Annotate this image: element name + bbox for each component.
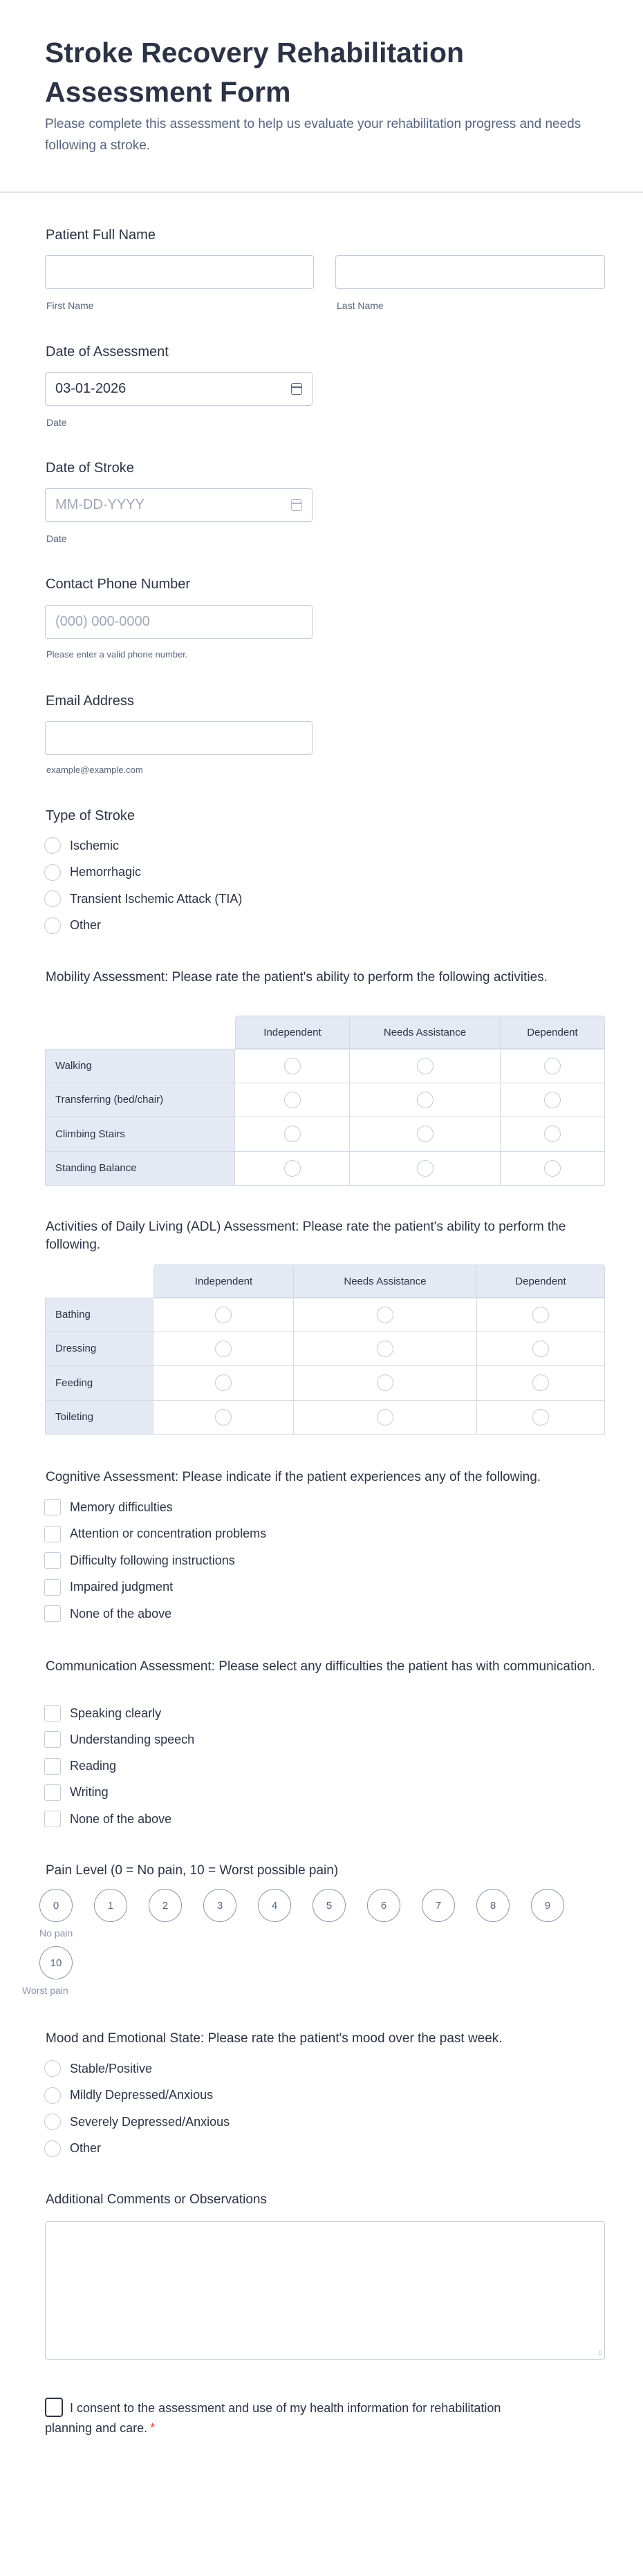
pain-level-option[interactable]: 0: [39, 1889, 73, 1922]
email-sublabel: example@example.com: [46, 765, 143, 775]
matrix-cell[interactable]: [501, 1083, 605, 1118]
column-header: Independent: [153, 1264, 294, 1298]
row-label: Bathing: [45, 1298, 153, 1332]
radio-button[interactable]: [544, 1058, 561, 1074]
communication-option[interactable]: [44, 1810, 171, 1828]
pain-min-label: No pain: [39, 1928, 73, 1939]
radio-button[interactable]: [532, 1341, 549, 1357]
adl-matrix: [45, 1264, 605, 1435]
matrix-row: [45, 1049, 605, 1083]
column-header: Needs Assistance: [350, 1016, 501, 1049]
header-divider: [0, 192, 643, 193]
pain-max-label: Worst pain: [22, 1985, 68, 1996]
radio-button[interactable]: [284, 1058, 301, 1074]
mood-option[interactable]: [44, 2113, 230, 2131]
checkbox[interactable]: [44, 1811, 61, 1827]
option-label: Mildly Depressed/Anxious: [70, 2088, 214, 2102]
checkbox[interactable]: [44, 1731, 61, 1748]
option-label: Severely Depressed/Anxious: [70, 2114, 230, 2129]
phone-placeholder: (000) 000-0000: [55, 614, 150, 629]
comments-label: Additional Comments or Observations: [46, 2192, 267, 2207]
option-label: Attention or concentration problems: [70, 1527, 267, 1540]
matrix-row: [45, 1332, 605, 1367]
required-mark: *: [150, 2421, 156, 2435]
radio-button[interactable]: [377, 1409, 393, 1426]
pain-level-option[interactable]: 6: [367, 1889, 400, 1922]
calendar-icon[interactable]: [291, 383, 302, 395]
column-header: Needs Assistance: [294, 1264, 477, 1298]
option-label: Transient Ischemic Attack (TIA): [70, 891, 243, 906]
matrix-row: [45, 1366, 605, 1401]
email-label: Email Address: [46, 693, 134, 709]
radio-button[interactable]: [532, 1409, 549, 1426]
cognitive-option[interactable]: [44, 1525, 266, 1543]
matrix-cell[interactable]: [294, 1366, 477, 1401]
pain-level-option[interactable]: 1: [94, 1889, 127, 1922]
mobility-label: Mobility Assessment: Please rate the patient's ability to perform the following activities.: [46, 970, 548, 984]
matrix-cell[interactable]: [350, 1152, 501, 1186]
phone-sublabel: Please enter a valid phone number.: [46, 649, 188, 660]
mood-label: Mood and Emotional State: Please rate the patient's mood over the past week.: [46, 2031, 503, 2046]
consent-field: [45, 2398, 529, 2438]
row-label: Standing Balance: [45, 1152, 235, 1186]
radio-button[interactable]: [44, 864, 61, 881]
row-label: Toileting: [45, 1401, 153, 1435]
comments-textarea[interactable]: [45, 2221, 605, 2360]
radio-button[interactable]: [544, 1160, 561, 1177]
patient-name-label: Patient Full Name: [46, 227, 156, 243]
adl-label: Activities of Daily Living (ADL) Assessment: Please rate the patient's ability to perform the following.: [46, 1220, 566, 1252]
communication-option[interactable]: [44, 1757, 116, 1775]
date-assessment-label: Date of Assessment: [46, 344, 169, 360]
radio-button[interactable]: [284, 1126, 301, 1142]
mood-option[interactable]: [44, 2140, 101, 2158]
option-label: Understanding speech: [70, 1732, 195, 1746]
matrix-cell[interactable]: [235, 1083, 350, 1118]
option-label: Memory difficulties: [70, 1500, 173, 1514]
form-title: Stroke Recovery Rehabilitation Assessment Form: [45, 37, 465, 108]
stroke-type-option[interactable]: [44, 917, 101, 935]
radio-button[interactable]: [215, 1374, 232, 1391]
matrix-corner: [45, 1016, 235, 1049]
pain-level-option[interactable]: 7: [422, 1889, 455, 1922]
option-label: Reading: [70, 1759, 117, 1773]
matrix-cell[interactable]: [294, 1298, 477, 1332]
phone-input[interactable]: [45, 605, 313, 639]
matrix-cell[interactable]: [477, 1332, 605, 1367]
date-assessment-sublabel: Date: [46, 417, 67, 428]
radio-button[interactable]: [44, 2140, 61, 2157]
pain-level-option[interactable]: 10: [39, 1946, 73, 1979]
option-label: Other: [70, 918, 102, 932]
row-label: Transferring (bed/chair): [45, 1083, 235, 1118]
stroke-type-option[interactable]: [44, 837, 119, 855]
option-label: Impaired judgment: [70, 1580, 174, 1594]
radio-button[interactable]: [417, 1126, 434, 1142]
matrix-cell[interactable]: [501, 1049, 605, 1083]
pain-level-option[interactable]: 5: [313, 1889, 346, 1922]
stroke-type-option[interactable]: [44, 890, 242, 908]
date-stroke-input[interactable]: [45, 488, 313, 522]
option-label: Difficulty following instructions: [70, 1553, 235, 1567]
radio-button[interactable]: [44, 917, 61, 934]
pain-label: Pain Level (0 = No pain, 10 = Worst possible pain): [46, 1863, 339, 1878]
matrix-cell[interactable]: [350, 1117, 501, 1152]
radio-button[interactable]: [284, 1160, 301, 1177]
radio-button[interactable]: [44, 2087, 61, 2104]
matrix-corner: [45, 1264, 153, 1298]
option-label: Hemorrhagic: [70, 865, 142, 879]
date-stroke-label: Date of Stroke: [46, 460, 134, 476]
matrix-row: [45, 1083, 605, 1118]
matrix-cell[interactable]: [235, 1152, 350, 1186]
mood-option[interactable]: [44, 2060, 152, 2078]
row-label: Dressing: [45, 1332, 153, 1367]
option-label: None of the above: [70, 1606, 172, 1621]
first-name-input[interactable]: [45, 255, 314, 289]
matrix-cell[interactable]: [153, 1366, 294, 1401]
matrix-cell[interactable]: [153, 1298, 294, 1332]
radio-button[interactable]: [532, 1374, 549, 1391]
radio-button[interactable]: [215, 1409, 232, 1426]
radio-button[interactable]: [44, 2060, 61, 2077]
checkbox[interactable]: [44, 1499, 61, 1515]
matrix-cell[interactable]: [477, 1298, 605, 1332]
checkbox[interactable]: [44, 1579, 61, 1596]
calendar-icon[interactable]: [291, 499, 302, 511]
mood-option[interactable]: [44, 2087, 213, 2104]
option-label: Writing: [70, 1785, 109, 1800]
pain-level-option[interactable]: 8: [476, 1889, 510, 1922]
column-header: Dependent: [477, 1264, 605, 1298]
matrix-cell[interactable]: [477, 1366, 605, 1401]
matrix-cell[interactable]: [294, 1401, 477, 1435]
matrix-cell[interactable]: [235, 1049, 350, 1083]
cognitive-option[interactable]: [44, 1498, 173, 1516]
matrix-cell[interactable]: [350, 1083, 501, 1118]
radio-button[interactable]: [417, 1058, 434, 1074]
checkbox[interactable]: [44, 1526, 61, 1542]
last-name-input[interactable]: [335, 255, 605, 289]
matrix-cell[interactable]: [501, 1117, 605, 1152]
checkbox[interactable]: [44, 1605, 61, 1622]
mobility-matrix: [45, 1016, 605, 1186]
radio-button[interactable]: [284, 1092, 301, 1108]
matrix-cell[interactable]: [350, 1049, 501, 1083]
radio-button[interactable]: [44, 890, 61, 907]
resize-handle-icon[interactable]: //: [598, 2350, 602, 2358]
matrix-cell[interactable]: [153, 1332, 294, 1367]
matrix-row: [45, 1401, 605, 1435]
communication-label: Communication Assessment: Please select any difficulties the patient has with communication.: [46, 1659, 595, 1674]
cognitive-option[interactable]: [44, 1605, 171, 1623]
pain-level-option[interactable]: 4: [258, 1889, 291, 1922]
radio-button[interactable]: [215, 1307, 232, 1323]
date-assessment-input[interactable]: [45, 372, 313, 406]
row-label: Walking: [45, 1049, 235, 1083]
stroke-type-label: Type of Stroke: [46, 808, 135, 823]
radio-button[interactable]: [377, 1341, 393, 1357]
matrix-cell[interactable]: [501, 1152, 605, 1186]
radio-button[interactable]: [377, 1374, 393, 1391]
matrix-row: [45, 1117, 605, 1152]
last-name-sublabel: Last Name: [337, 300, 384, 311]
communication-option[interactable]: [44, 1784, 109, 1802]
radio-button[interactable]: [544, 1126, 561, 1142]
cognitive-label: Cognitive Assessment: Please indicate if the patient experiences any of the following.: [46, 1470, 541, 1484]
option-label: Speaking clearly: [70, 1706, 162, 1720]
pain-level-option[interactable]: 3: [203, 1889, 236, 1922]
radio-button[interactable]: [215, 1341, 232, 1357]
option-label: None of the above: [70, 1811, 172, 1826]
radio-button[interactable]: [417, 1092, 434, 1108]
matrix-cell[interactable]: [153, 1401, 294, 1435]
phone-label: Contact Phone Number: [46, 577, 191, 592]
option-label: Stable/Positive: [70, 2061, 153, 2075]
column-header: Independent: [235, 1016, 350, 1049]
consent-text: I consent to the assessment and use of my health information for rehabilitation planning and care.: [45, 2401, 501, 2435]
consent-checkbox[interactable]: [45, 2398, 63, 2417]
matrix-cell[interactable]: [477, 1401, 605, 1435]
radio-button[interactable]: [44, 837, 61, 854]
checkbox[interactable]: [44, 1758, 61, 1775]
radio-button[interactable]: [417, 1160, 434, 1177]
communication-option[interactable]: [44, 1704, 161, 1722]
pain-level-option[interactable]: 2: [149, 1889, 182, 1922]
email-input[interactable]: [45, 721, 313, 755]
checkbox[interactable]: [44, 1552, 61, 1569]
date-assessment-value: 03-01-2026: [55, 381, 127, 396]
matrix-cell[interactable]: [294, 1332, 477, 1367]
first-name-sublabel: First Name: [46, 300, 94, 311]
row-label: Climbing Stairs: [45, 1117, 235, 1152]
matrix-row: [45, 1298, 605, 1332]
cognitive-option[interactable]: [44, 1551, 235, 1569]
option-label: Other: [70, 2141, 102, 2155]
form-subtitle: Please complete this assessment to help us evaluate your rehabilitation progress and needs following a stroke.: [45, 117, 581, 153]
matrix-row: [45, 1152, 605, 1186]
checkbox[interactable]: [44, 1705, 61, 1721]
column-header: Dependent: [501, 1016, 605, 1049]
pain-level-option[interactable]: 9: [531, 1889, 564, 1922]
cognitive-option[interactable]: [44, 1578, 173, 1596]
radio-button[interactable]: [532, 1307, 549, 1323]
radio-button[interactable]: [544, 1092, 561, 1108]
matrix-cell[interactable]: [235, 1117, 350, 1152]
radio-button[interactable]: [377, 1307, 393, 1323]
stroke-type-option[interactable]: [44, 864, 141, 881]
date-stroke-placeholder: MM-DD-YYYY: [55, 497, 145, 512]
communication-option[interactable]: [44, 1730, 194, 1748]
option-label: Ischemic: [70, 838, 120, 852]
radio-button[interactable]: [44, 2113, 61, 2130]
checkbox[interactable]: [44, 1784, 61, 1801]
date-stroke-sublabel: Date: [46, 533, 67, 544]
row-label: Feeding: [45, 1366, 153, 1401]
